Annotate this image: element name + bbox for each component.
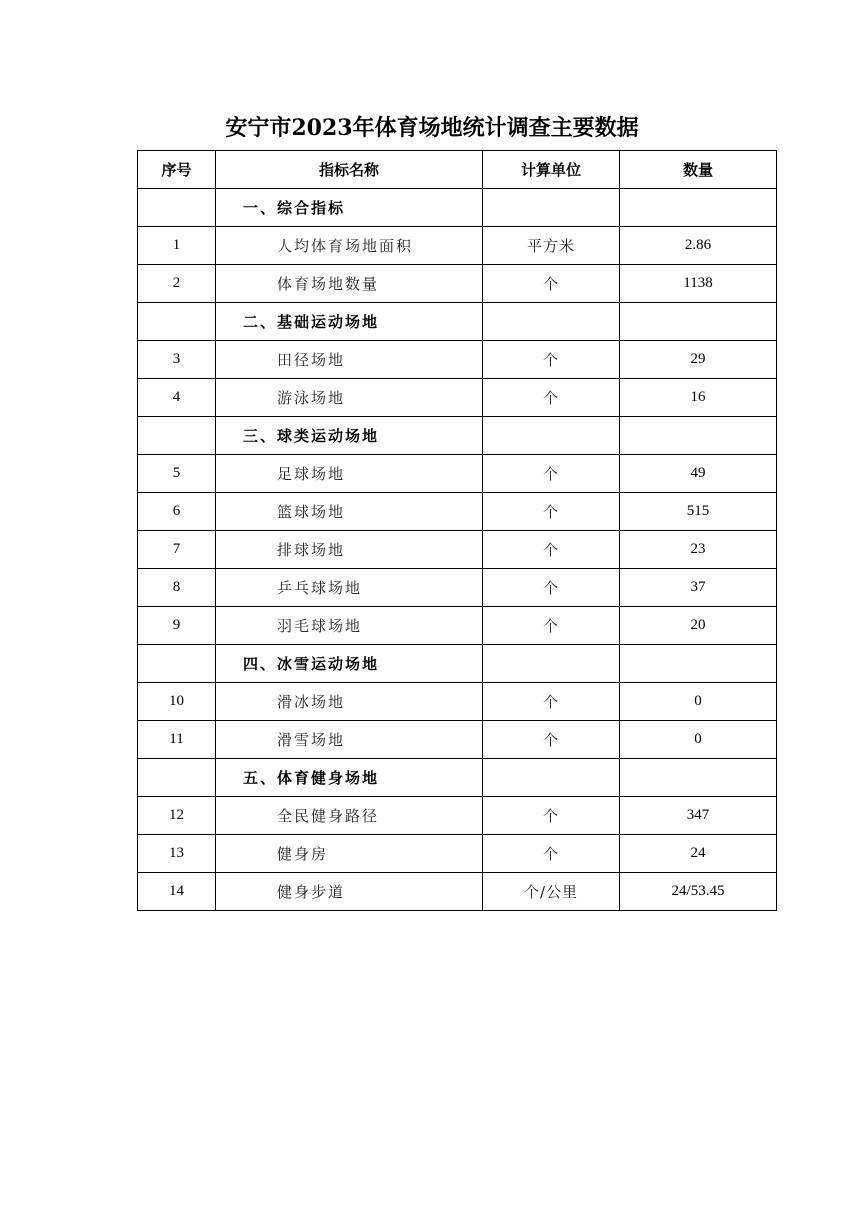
indicator-name: 田径场地 [216, 341, 483, 379]
row-index: 13 [138, 835, 216, 873]
header-row [138, 151, 777, 189]
quantity-cell: 20 [620, 607, 777, 645]
table-row [138, 607, 777, 645]
indicator-name: 滑雪场地 [216, 721, 483, 759]
unit-cell: 个 [483, 265, 620, 303]
unit-cell: 个 [483, 721, 620, 759]
row-index [138, 417, 216, 455]
unit-cell: 个 [483, 607, 620, 645]
indicator-name: 羽毛球场地 [216, 607, 483, 645]
indicator-name: 健身步道 [216, 873, 483, 911]
table-row [138, 379, 777, 417]
unit-cell: 个 [483, 455, 620, 493]
quantity-cell: 347 [620, 797, 777, 835]
table-row [138, 569, 777, 607]
section-row [138, 303, 777, 341]
unit-cell: 个/公里 [483, 873, 620, 911]
unit-cell [483, 645, 620, 683]
table-row [138, 265, 777, 303]
unit-cell [483, 303, 620, 341]
unit-cell: 个 [483, 683, 620, 721]
document-title: 安宁市2023年体育场地统计调查主要数据 [225, 115, 639, 141]
quantity-cell: 2.86 [620, 227, 777, 265]
indicator-name: 滑冰场地 [216, 683, 483, 721]
quantity-cell [620, 303, 777, 341]
row-index [138, 303, 216, 341]
quantity-cell [620, 645, 777, 683]
quantity-cell: 29 [620, 341, 777, 379]
row-index: 6 [138, 493, 216, 531]
section-row [138, 189, 777, 227]
table-row [138, 835, 777, 873]
section-title: 二、基础运动场地 [216, 303, 483, 341]
quantity-cell [620, 417, 777, 455]
section-title: 五、体育健身场地 [216, 759, 483, 797]
header-quantity: 数量 [620, 151, 777, 189]
row-index: 8 [138, 569, 216, 607]
quantity-cell [620, 759, 777, 797]
indicator-name: 游泳场地 [216, 379, 483, 417]
section-row [138, 759, 777, 797]
table-row [138, 455, 777, 493]
table-header [138, 151, 777, 189]
indicator-name: 人均体育场地面积 [216, 227, 483, 265]
section-title: 三、球类运动场地 [216, 417, 483, 455]
unit-cell: 个 [483, 379, 620, 417]
unit-cell: 平方米 [483, 227, 620, 265]
row-index: 4 [138, 379, 216, 417]
quantity-cell [620, 189, 777, 227]
row-index: 14 [138, 873, 216, 911]
quantity-cell: 23 [620, 531, 777, 569]
quantity-cell: 1138 [620, 265, 777, 303]
statistics-table [137, 150, 777, 911]
row-index: 3 [138, 341, 216, 379]
unit-cell [483, 189, 620, 227]
unit-cell: 个 [483, 531, 620, 569]
unit-cell: 个 [483, 835, 620, 873]
row-index: 11 [138, 721, 216, 759]
unit-cell: 个 [483, 569, 620, 607]
quantity-cell: 0 [620, 683, 777, 721]
quantity-cell: 515 [620, 493, 777, 531]
section-row [138, 645, 777, 683]
table-row [138, 531, 777, 569]
indicator-name: 全民健身路径 [216, 797, 483, 835]
unit-cell [483, 417, 620, 455]
section-row [138, 417, 777, 455]
section-title: 一、综合指标 [216, 189, 483, 227]
row-index [138, 759, 216, 797]
quantity-cell: 0 [620, 721, 777, 759]
header-indicator-name: 指标名称 [216, 151, 483, 189]
unit-cell: 个 [483, 341, 620, 379]
indicator-name: 排球场地 [216, 531, 483, 569]
unit-cell: 个 [483, 797, 620, 835]
section-title: 四、冰雪运动场地 [216, 645, 483, 683]
unit-cell: 个 [483, 493, 620, 531]
quantity-cell: 16 [620, 379, 777, 417]
quantity-cell: 24/53.45 [620, 873, 777, 911]
table-row [138, 227, 777, 265]
quantity-cell: 49 [620, 455, 777, 493]
indicator-name: 篮球场地 [216, 493, 483, 531]
row-index [138, 189, 216, 227]
row-index: 2 [138, 265, 216, 303]
indicator-name: 健身房 [216, 835, 483, 873]
row-index: 1 [138, 227, 216, 265]
header-index: 序号 [138, 151, 216, 189]
quantity-cell: 37 [620, 569, 777, 607]
indicator-name: 体育场地数量 [216, 265, 483, 303]
header-unit: 计算单位 [483, 151, 620, 189]
row-index: 5 [138, 455, 216, 493]
row-index: 9 [138, 607, 216, 645]
table-row [138, 797, 777, 835]
quantity-cell: 24 [620, 835, 777, 873]
unit-cell [483, 759, 620, 797]
table-row [138, 493, 777, 531]
table-row [138, 721, 777, 759]
indicator-name: 乒乓球场地 [216, 569, 483, 607]
table-row [138, 873, 777, 911]
indicator-name: 足球场地 [216, 455, 483, 493]
table-body [138, 189, 777, 911]
row-index: 12 [138, 797, 216, 835]
table-row [138, 683, 777, 721]
row-index: 10 [138, 683, 216, 721]
row-index: 7 [138, 531, 216, 569]
table-row [138, 341, 777, 379]
row-index [138, 645, 216, 683]
